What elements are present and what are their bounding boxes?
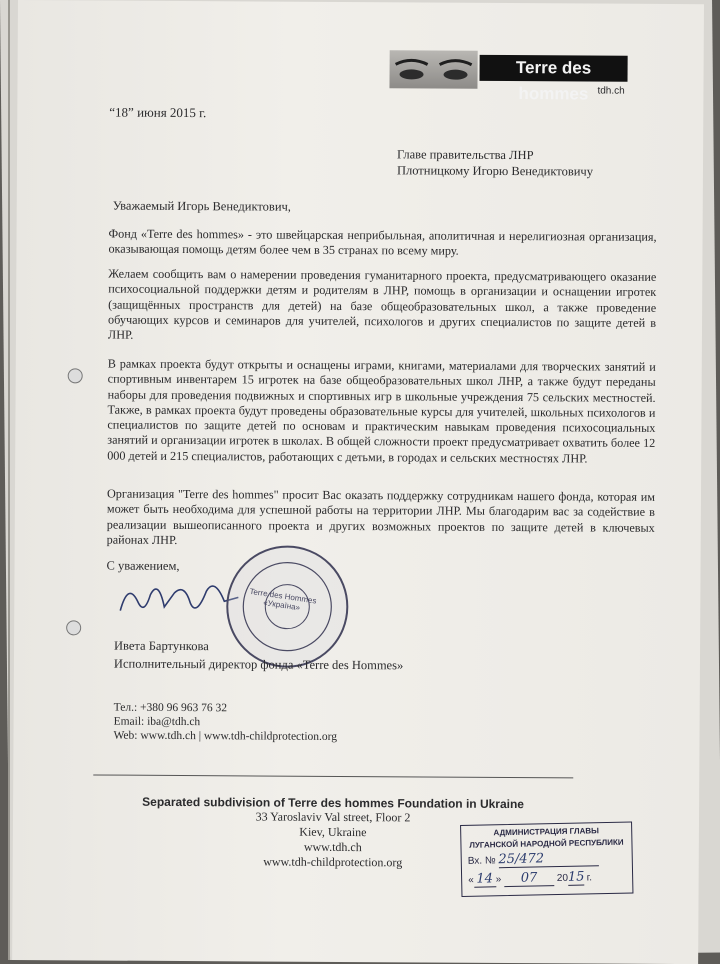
binder-edge: [8, 0, 10, 960]
paragraph: Фонд «Terre des hommes» - это швейцарская неприбыльная, аполитичная и нерелигиозная организация, оказывающая помощь детям более чем в 35 странах по всему миру.: [108, 226, 657, 258]
logo-domain: tdh.ch: [597, 85, 625, 97]
punch-hole: [68, 368, 83, 383]
paragraph: В рамках проекта будут открыты и оснащены играми, книгами, материалами для творческих занятий и спортивным инвентарем 15 игротек на базе общеобразовательных школ ЛНР, а также будут переданы наборы для проведения подвижных и спортивных игр в школьные учреждения 75 сельских местностей. Также, в рамках проекта будут проведены образовательные курсы для учителей, школьных психологов и специалистов по защите детей по основам и практическим навыкам проведения психосоциальных занятий и организации игротек в школах. В общей сложности проект предусматривает охватить более 12 000 детей и 215 специалистов, работающих с детьми, в городах и сельских местностях ЛНР.: [107, 356, 656, 466]
contact-phone: Тел.: +380 96 963 76 32: [113, 701, 228, 715]
registration-year-suffix: 15: [567, 869, 585, 885]
registration-number: [468, 850, 626, 869]
footer-line: www.tdh.ch: [303, 839, 362, 855]
registration-year-prefix: 20: [556, 872, 569, 885]
letter-date: “18” июня 2015 г.: [109, 104, 207, 121]
registration-year-unit: г.: [586, 872, 593, 884]
greeting: Уважаемый Игорь Венедиктович,: [112, 198, 292, 214]
signatory-title: Исполнительный директор фонда «Terre des Hommes»: [113, 656, 404, 673]
registration-date: « 14 » 07 2015 г.: [468, 869, 593, 887]
contact-email: Email: iba@tdh.ch: [113, 715, 201, 729]
paragraph: Организация "Terre des hommes" просит Вас оказать поддержку сотрудникам нашего фонда, которая им может быть необходима для успешной работы на территории ЛНР. Мы благодарим вас за содействие в реализации вышеописанного проекта и других возможных проектов по защите детей в ключевых районах ЛНР.: [106, 486, 656, 547]
punch-hole: [66, 620, 81, 635]
logo-eyes-image: [389, 50, 477, 89]
registration-stamp: [460, 822, 633, 897]
registration-number-value: 25/472: [498, 850, 598, 868]
addressee-line: Главе правительства ЛНР: [397, 147, 534, 163]
contact-block: [113, 701, 337, 744]
registration-month: 07: [504, 870, 554, 887]
logo-wordmark: Terre des hommes: [480, 55, 628, 82]
registration-header: АДМИНИСТРАЦИЯ ГЛАВЫ: [493, 826, 600, 838]
stamp-text: Terre des Hommes «Україна»: [248, 586, 318, 613]
signatory-name: Ивета Бартункова: [114, 638, 209, 654]
registration-number-label: Вх. №: [467, 855, 496, 867]
letter-page: [12, 0, 704, 964]
footer-line: 33 Yaroslaviv Val street, Floor 2: [255, 809, 411, 825]
addressee-line: Плотницкому Игорю Венедиктовичу: [396, 163, 594, 179]
footer-line: www.tdh-childprotection.org: [263, 854, 403, 870]
contact-web: Web: www.tdh.ch | www.tdh-childprotection.org: [113, 729, 338, 743]
paragraph: Желаем сообщить вам о намерении проведения гуманитарного проекта, предусматривающего оказание психосоциальной поддержки детям и родителям в ЛНР, помощь в организации и оснащении игротек (защищённых пространств для детей) на базе общеобразовательных школ, а также проведение обучающих курсов и семинаров для учителей, психологов и других специалистов по защите детей в ЛНР.: [107, 266, 657, 342]
footer-title: Separated subdivision of Terre des hommes Foundation in Ukraine: [142, 794, 525, 812]
addressee: [397, 146, 593, 179]
closing: С уважением,: [106, 558, 180, 573]
registration-header: ЛУГАНСКОЙ НАРОДНОЙ РЕСПУБЛИКИ: [469, 837, 624, 850]
footer-line: Kiev, Ukraine: [299, 824, 367, 840]
footer-divider: [93, 774, 573, 778]
registration-day: 14: [474, 871, 496, 887]
